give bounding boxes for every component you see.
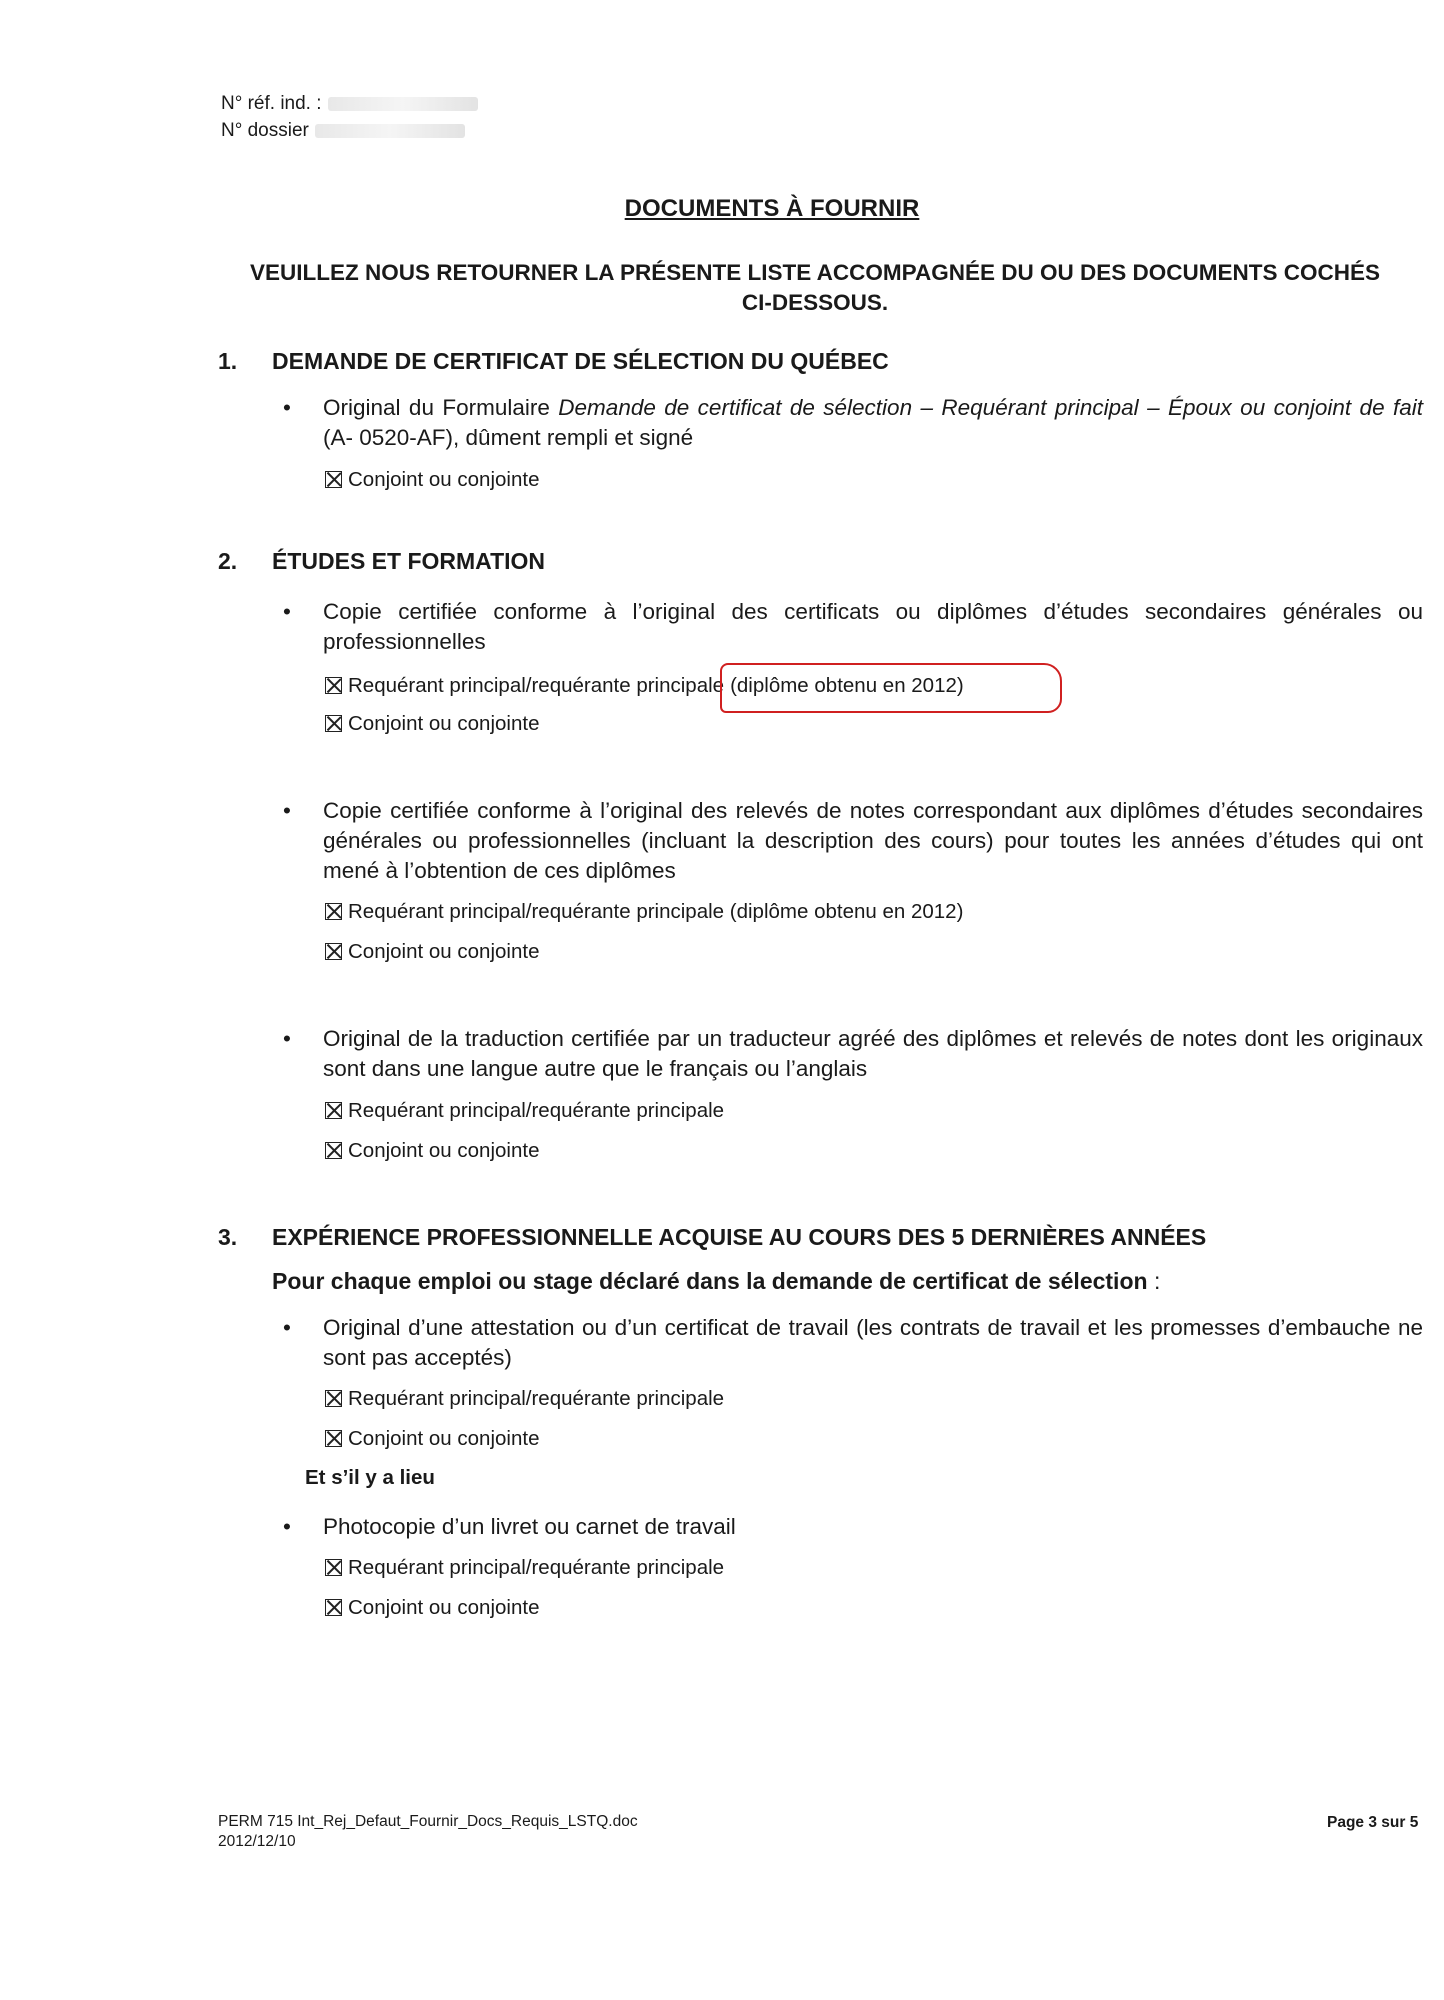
footer [218,1812,638,1852]
section-2-heading: 2. ÉTUDES ET FORMATION [218,548,546,574]
checked-box-icon [325,1599,342,1616]
page-number: Page 3 sur 5 [1327,1814,1419,1831]
checkbox-item: Conjoint ou conjointe [325,1595,539,1621]
section-1-heading: 1. DEMANDE DE CERTIFICAT DE SÉLECTION DU QUÉBEC [218,348,889,374]
checkbox-item: Conjoint ou conjointe [325,1138,539,1164]
checkbox-item: Conjoint ou conjointe [325,711,539,737]
section-3-heading: 3. EXPÉRIENCE PROFESSIONNELLE ACQUISE AU COURS DES 5 DERNIÈRES ANNÉES [218,1224,1207,1250]
checkbox-item: Requérant principal/requérante principale (diplôme obtenu en 2012) [325,899,963,925]
footer-doc-name: PERM 715 Int_Rej_Defaut_Fournir_Docs_Requis_LSTQ.doc [218,1813,638,1830]
section-3-bullet-2: • Photocopie d’un livret ou carnet de travail [283,1514,736,1539]
checked-box-icon [325,1102,342,1119]
footer-date: 2012/12/10 [218,1833,296,1850]
checked-box-icon [325,903,342,920]
page-subtitle: VEUILLEZ NOUS RETOURNER LA PRÉSENTE LISTE ACCOMPAGNÉE DU OU DES DOCUMENTS COCHÉS CI-DESSOUS. [249,260,1381,315]
redacted-value [315,124,465,138]
section-3-bullet-1: • Original d’une attestation ou d’un certificat de travail (les contrats de travail et les promesses d’embauche ne sont pas acceptés) [283,1315,1423,1370]
if-applicable-label: Et s’il y a lieu [305,1466,435,1489]
checked-box-icon [325,471,342,488]
checked-box-icon [325,1559,342,1576]
checkbox-item: Requérant principal/requérante principale (diplôme obtenu en 2012) [325,671,970,701]
red-circle-annotation [720,663,1062,713]
checkbox-item: Requérant principal/requérante principale [325,1555,724,1581]
checked-box-icon [325,677,342,694]
checkbox-item: Requérant principal/requérante principale [325,1098,724,1124]
checked-box-icon [325,943,342,960]
section-2-bullet-2: • Copie certifiée conforme à l’original des relevés de notes correspondant aux diplômes d’études secondaires générales ou professionnelles (incluant la description des cours) pour toutes les années d’études qui ont mené à l’obtention de ces diplômes [283,798,1423,883]
checkbox-item: Requérant principal/requérante principale [325,1386,724,1412]
section-2-bullet-3: • Original de la traduction certifiée par un traducteur agréé des diplômes et relevés de notes dont les originaux sont dans une langue autre que le français ou l’anglais [283,1026,1423,1081]
reference-block [221,90,478,144]
section-1-bullet: • Original du Formulaire Demande de certificat de sélection – Requérant principal – Époux ou conjoint de fait (A- 0520-AF), dûment rempli et signé [283,395,1424,450]
page-title: DOCUMENTS À FOURNIR [624,195,920,222]
section-2-bullet-1: • Copie certifiée conforme à l’original des certificats ou diplômes d’études secondaires générales ou professionnelles [283,599,1423,654]
section-3-lead: Pour chaque emploi ou stage déclaré dans la demande de certificat de sélection : [272,1268,1161,1294]
redacted-value [328,97,478,111]
checked-box-icon [325,1390,342,1407]
checked-box-icon [325,1142,342,1159]
ref-label: N° réf. ind. : [221,93,322,114]
checked-box-icon [325,1430,342,1447]
dossier-label: N° dossier [221,120,309,141]
checkbox-item: Conjoint ou conjointe [325,467,539,493]
checked-box-icon [325,715,342,732]
checkbox-item: Conjoint ou conjointe [325,1426,539,1452]
highlighted-note: (diplôme obtenu en 2012) [724,671,970,701]
checkbox-item: Conjoint ou conjointe [325,939,539,965]
